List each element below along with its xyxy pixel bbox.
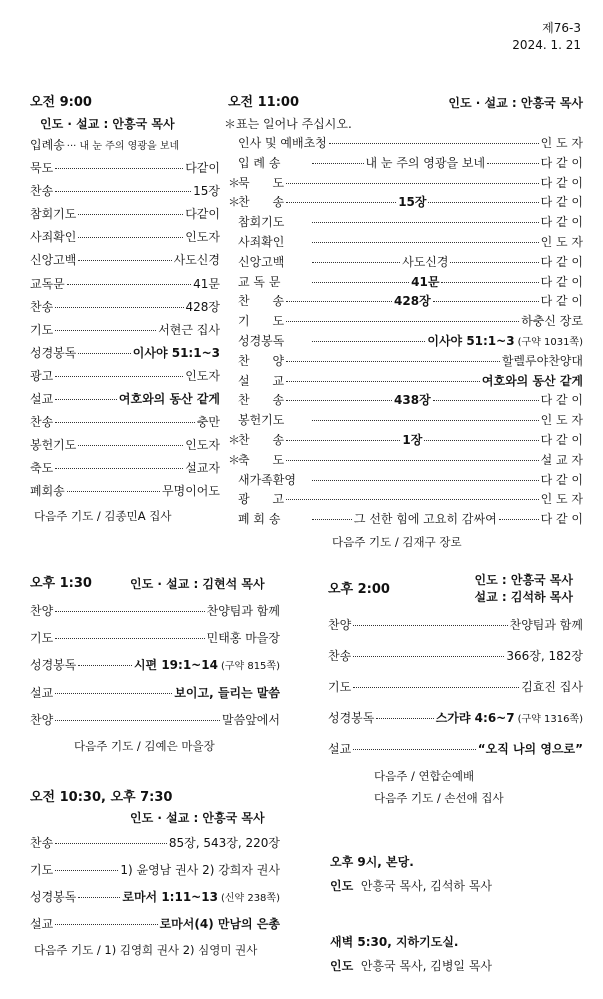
stand-marker: ＊ bbox=[228, 195, 241, 210]
list-item bbox=[238, 372, 583, 392]
item-value: 할렐루야찬양대 bbox=[501, 353, 583, 368]
item-detail: 사도신경 bbox=[402, 254, 449, 269]
item-value: 다 같 이 bbox=[540, 294, 584, 309]
list-item bbox=[30, 157, 220, 180]
item-label: 찬양 bbox=[30, 604, 54, 618]
dot-leader bbox=[78, 353, 130, 354]
list-item bbox=[30, 296, 220, 319]
item-label: 찬송 bbox=[328, 649, 352, 663]
dot-leader bbox=[286, 183, 539, 184]
list-item bbox=[30, 319, 220, 342]
item-label: 설교 bbox=[30, 917, 54, 931]
dot-leader bbox=[78, 237, 183, 238]
leader-label: 인도 bbox=[330, 879, 354, 893]
item-value: 찬양팀과 함께 bbox=[509, 618, 583, 632]
item-label: 입례송 bbox=[30, 138, 65, 152]
service-leader: 인도 · 설교 : 안흥국 목사 bbox=[40, 117, 175, 131]
list-item bbox=[238, 253, 583, 273]
dot-leader bbox=[312, 480, 539, 481]
dot-leader bbox=[424, 440, 538, 441]
item-label: 설교 bbox=[30, 685, 54, 700]
item-value: 인도자 bbox=[185, 368, 220, 383]
dot-leader bbox=[312, 222, 539, 223]
item-value: 김효진 집사 bbox=[521, 680, 583, 694]
item-value: 충만 bbox=[196, 415, 220, 430]
item-value: 찬양팀과 함께 bbox=[206, 604, 280, 618]
list-item bbox=[30, 884, 280, 911]
service-time: 새벽 5:30, 지하기도실. bbox=[330, 935, 459, 949]
dot-leader bbox=[55, 422, 195, 423]
dot-leader bbox=[441, 282, 538, 283]
list-item bbox=[238, 332, 583, 352]
service-time: 오후 1:30 bbox=[30, 576, 92, 591]
item-value: “오직 나의 영으로” bbox=[477, 742, 583, 756]
item-page-ref: (구약 1316쪽) bbox=[517, 714, 583, 725]
dot-leader bbox=[433, 301, 539, 302]
item-value: 로마서 1:11~13 bbox=[122, 890, 218, 904]
list-item bbox=[30, 342, 220, 365]
item-value: 하충신 장로 bbox=[521, 314, 583, 329]
next-prayer: 다음주 기도 / 김재구 장로 bbox=[332, 534, 462, 549]
item-label: 봉헌기도 bbox=[238, 413, 285, 428]
dot-leader bbox=[286, 361, 500, 362]
dot-leader bbox=[78, 665, 132, 666]
item-value: 인 도 자 bbox=[540, 492, 583, 507]
item-detail: 15장 bbox=[398, 195, 427, 210]
list-item bbox=[30, 911, 280, 938]
list-item bbox=[238, 134, 583, 154]
list-item bbox=[30, 434, 220, 457]
item-value: 85장, 543장, 220장 bbox=[168, 836, 280, 850]
list-item bbox=[238, 154, 583, 174]
dot-leader bbox=[312, 341, 425, 342]
item-label: 사죄확인 bbox=[238, 234, 285, 249]
item-label: 기 도 bbox=[238, 314, 285, 329]
list-item bbox=[30, 857, 280, 884]
dot-leader bbox=[353, 625, 507, 626]
dot-leader bbox=[286, 301, 392, 302]
list-item bbox=[238, 233, 583, 253]
item-label: 축 도 bbox=[238, 452, 285, 467]
dot-leader bbox=[312, 163, 364, 164]
item-value: 인도자 bbox=[185, 438, 220, 453]
item-value: 이사야 51:1~3 bbox=[427, 333, 515, 348]
item-label: 성경봉독 bbox=[30, 658, 77, 673]
item-label: 찬양 bbox=[328, 618, 352, 632]
list-item bbox=[228, 174, 583, 194]
list-item bbox=[30, 598, 280, 625]
item-label: 찬송 bbox=[30, 415, 54, 430]
item-label: 신앙고백 bbox=[30, 253, 77, 268]
service-9am bbox=[30, 92, 220, 524]
item-value: 사도신경 bbox=[173, 253, 220, 268]
list-item bbox=[30, 707, 280, 734]
list-item bbox=[30, 249, 220, 272]
item-label: 찬 송 bbox=[238, 195, 285, 210]
dot-leader bbox=[67, 284, 191, 285]
dot-leader bbox=[312, 282, 409, 283]
dot-leader bbox=[487, 163, 539, 164]
dot-leader bbox=[78, 260, 171, 261]
list-item bbox=[30, 365, 220, 388]
service-time: 오후 2:00 bbox=[328, 582, 390, 597]
service-preacher: 설교 : 김석하 목사 bbox=[474, 590, 573, 604]
item-value: 인 도 자 bbox=[540, 136, 583, 150]
dot-leader bbox=[286, 321, 519, 322]
service-1030 bbox=[30, 788, 280, 958]
item-page-ref: (신약 238쪽) bbox=[220, 893, 280, 904]
stand-marker: ＊ bbox=[228, 452, 241, 467]
item-value: 인 도 자 bbox=[540, 413, 583, 428]
item-value: 다같이 bbox=[185, 161, 220, 176]
item-label: 축도 bbox=[30, 461, 54, 476]
item-label: 묵도 bbox=[30, 161, 54, 176]
item-label: 신앙고백 bbox=[238, 254, 285, 269]
item-value: 다 같 이 bbox=[540, 175, 583, 190]
item-value: 인 도 자 bbox=[540, 234, 583, 249]
item-value: 말씀앞에서 bbox=[222, 712, 280, 727]
dot-leader bbox=[55, 638, 204, 639]
item-value: 설 교 자 bbox=[540, 452, 583, 467]
item-value: 다 같 이 bbox=[540, 215, 583, 230]
item-value: 다 같 이 bbox=[540, 155, 583, 170]
item-value: 로마서(4) 만남의 은총 bbox=[159, 917, 280, 931]
dot-leader bbox=[329, 143, 539, 144]
dot-leader bbox=[353, 687, 519, 688]
item-value: 다 같 이 bbox=[540, 274, 584, 289]
next-prayer: 다음주 기도 / 김예은 마을장 bbox=[74, 738, 215, 753]
service-time: 오전 9:00 bbox=[30, 95, 92, 110]
service-200pm bbox=[328, 572, 583, 809]
item-label: 찬송 bbox=[30, 836, 54, 850]
service-time: 오후 9시, 본당. bbox=[330, 855, 414, 869]
issue-date: 2024. 1. 21 bbox=[512, 38, 581, 52]
item-value: 스가랴 4:6~7 bbox=[435, 711, 515, 725]
item-page-ref: (구약 815쪽) bbox=[220, 661, 280, 673]
list-item bbox=[238, 510, 583, 530]
list-item bbox=[328, 610, 583, 641]
bulletin-header bbox=[512, 20, 581, 54]
list-item bbox=[238, 471, 583, 491]
service-time: 오전 10:30, 오후 7:30 bbox=[30, 790, 173, 805]
item-label: 찬 송 bbox=[238, 294, 285, 309]
item-label: 찬송 bbox=[30, 299, 54, 314]
item-label: 입 례 송 bbox=[238, 155, 281, 170]
item-detail: 내 눈 주의 영광을 보네 bbox=[365, 155, 486, 170]
dot-leader bbox=[55, 191, 191, 192]
item-label: 기도 bbox=[30, 631, 54, 646]
item-label: 봉헌기도 bbox=[30, 438, 77, 453]
service-leader: 안흥국 목사, 김석하 목사 bbox=[360, 879, 493, 893]
list-item bbox=[30, 203, 220, 226]
item-label: 교 독 문 bbox=[238, 274, 281, 289]
item-label: 인사 및 예배초청 bbox=[238, 136, 327, 150]
list-item bbox=[228, 451, 583, 471]
item-value: 여호와의 동산 같게 bbox=[481, 373, 583, 388]
dot-leader bbox=[55, 924, 157, 925]
item-value: 이사야 51:1~3 bbox=[132, 345, 220, 360]
item-page-ref: (구약 1031쪽) bbox=[517, 336, 583, 348]
dot-leader bbox=[55, 399, 117, 400]
item-detail: 438장 bbox=[394, 393, 431, 408]
dot-leader bbox=[433, 400, 539, 401]
item-detail: 428장 bbox=[394, 294, 431, 309]
item-label: 광 고 bbox=[238, 492, 285, 507]
dot-leader bbox=[312, 420, 539, 421]
dot-leader bbox=[286, 381, 480, 382]
list-item bbox=[238, 213, 583, 233]
item-value: 41문 bbox=[193, 276, 220, 291]
item-value: 다 같 이 bbox=[540, 254, 583, 269]
item-value: 서현근 집사 bbox=[158, 322, 220, 337]
item-label: 성경봉독 bbox=[328, 711, 375, 725]
item-label: 성경봉독 bbox=[238, 333, 285, 348]
service-dawn bbox=[330, 930, 492, 978]
dot-leader bbox=[286, 460, 539, 461]
dot-leader bbox=[353, 749, 476, 750]
list-item bbox=[30, 226, 220, 249]
dot-leader bbox=[55, 843, 167, 844]
dot-leader bbox=[55, 376, 183, 377]
dot-leader bbox=[55, 330, 156, 331]
dot-leader bbox=[286, 499, 539, 500]
item-label: 참회기도 bbox=[30, 207, 77, 222]
list-item bbox=[328, 703, 583, 734]
list-item bbox=[328, 641, 583, 672]
list-item bbox=[30, 134, 220, 157]
list-item bbox=[238, 352, 583, 372]
next-prayer: 다음주 기도 / 1) 김영희 권사 2) 심영미 권사 bbox=[34, 943, 258, 957]
dot-leader bbox=[376, 718, 433, 719]
list-item bbox=[238, 490, 583, 510]
dot-leader bbox=[55, 168, 183, 169]
list-item bbox=[238, 411, 583, 431]
service-leader: 인도 : 안흥국 목사 bbox=[474, 573, 573, 587]
item-value: 인도자 bbox=[185, 230, 220, 245]
item-label: 묵 도 bbox=[238, 175, 285, 190]
item-label: 폐회송 bbox=[30, 484, 65, 499]
dot-leader bbox=[286, 400, 392, 401]
list-item bbox=[30, 480, 220, 503]
stand-marker: ＊ bbox=[228, 175, 241, 190]
dot-leader bbox=[286, 202, 396, 203]
item-value: 다 같 이 bbox=[540, 472, 583, 487]
item-label: 찬양 bbox=[30, 712, 54, 727]
item-label: 기도 bbox=[30, 863, 54, 877]
item-label: 찬 양 bbox=[238, 353, 285, 368]
item-detail: 그 선한 힘에 고요히 감싸여 bbox=[353, 512, 497, 527]
dot-leader bbox=[450, 262, 538, 263]
dot-leader bbox=[78, 445, 183, 446]
item-value: 다 같 이 bbox=[540, 393, 584, 408]
service-11am bbox=[224, 92, 584, 550]
item-value: 여호와의 동산 같게 bbox=[118, 392, 220, 407]
item-value: 다 같 이 bbox=[540, 432, 583, 447]
dot-leader bbox=[286, 440, 400, 441]
item-value: 366장, 182장 bbox=[506, 649, 583, 663]
standing-note: ＊표는 일어나 주십시오. bbox=[224, 117, 352, 131]
leader-label: 인도 bbox=[330, 959, 354, 973]
stand-marker: ＊ bbox=[228, 432, 241, 447]
list-item bbox=[30, 625, 280, 652]
item-label: 설교 bbox=[30, 392, 54, 407]
list-item bbox=[228, 431, 583, 451]
service-leader: 인도 · 설교 : 김현석 목사 bbox=[130, 577, 265, 591]
service-leader: 인도 · 설교 : 안흥국 목사 bbox=[130, 811, 265, 825]
list-item bbox=[228, 193, 583, 213]
item-value: 설교자 bbox=[185, 461, 220, 476]
dot-leader bbox=[312, 242, 539, 243]
service-leader: 안흥국 목사, 김병일 목사 bbox=[360, 959, 493, 973]
list-item bbox=[30, 411, 220, 434]
dot-leader bbox=[55, 611, 204, 612]
item-label: 기도 bbox=[328, 680, 352, 694]
list-item bbox=[30, 652, 280, 679]
item-value: 다같이 bbox=[185, 207, 220, 222]
item-value: 보이고, 들리는 말씀 bbox=[174, 685, 280, 700]
list-item bbox=[328, 734, 583, 765]
list-item bbox=[30, 830, 280, 857]
item-label: 설교 bbox=[328, 742, 352, 756]
item-value: 민태홍 마을장 bbox=[206, 631, 280, 646]
item-value: 다 같 이 bbox=[540, 512, 583, 527]
issue-number: 제76-3 bbox=[542, 21, 581, 35]
dot-leader bbox=[499, 519, 539, 520]
item-label: 찬송 bbox=[30, 184, 54, 199]
item-value: 다 같 이 bbox=[540, 195, 583, 210]
dot-leader bbox=[78, 214, 183, 215]
dot-leader bbox=[428, 202, 538, 203]
list-item bbox=[30, 680, 280, 707]
service-leader: 인도 · 설교 : 안흥국 목사 bbox=[448, 96, 583, 110]
list-item bbox=[30, 388, 220, 411]
item-label: 사죄확인 bbox=[30, 230, 77, 245]
item-value: 15장 bbox=[193, 184, 220, 199]
item-value: 428장 bbox=[185, 299, 220, 314]
service-9pm bbox=[330, 850, 492, 898]
dot-leader bbox=[312, 262, 400, 263]
item-label: 폐 회 송 bbox=[238, 512, 281, 527]
item-detail: 1장 bbox=[402, 432, 423, 447]
list-item bbox=[328, 672, 583, 703]
service-130pm bbox=[30, 572, 280, 754]
list-item bbox=[30, 273, 220, 296]
item-label: 찬 송 bbox=[238, 393, 285, 408]
next-prayer: 다음주 기도 / 김종민A 집사 bbox=[34, 508, 172, 523]
item-detail: 41문 bbox=[411, 274, 440, 289]
list-item bbox=[238, 292, 583, 312]
item-label: 광고 bbox=[30, 368, 54, 383]
item-label: 교독문 bbox=[30, 276, 65, 291]
dot-leader bbox=[55, 870, 118, 871]
item-value: 시편 19:1~14 bbox=[133, 658, 218, 673]
dot-leader bbox=[67, 491, 160, 492]
item-value: 무명이어도 bbox=[162, 484, 220, 499]
list-item bbox=[238, 312, 583, 332]
dot-leader bbox=[312, 519, 352, 520]
next-prayer: 다음주 기도 / 손선애 집사 bbox=[374, 791, 504, 805]
list-item bbox=[238, 273, 583, 293]
list-item bbox=[238, 391, 583, 411]
dot-leader bbox=[55, 720, 220, 721]
item-value: ··· 내 눈 주의 영광을 보네 bbox=[66, 141, 180, 152]
item-value: 1) 윤영남 권사 2) 강희자 권사 bbox=[120, 863, 280, 877]
service-time: 오전 11:00 bbox=[228, 95, 300, 110]
list-item bbox=[30, 180, 220, 203]
dot-leader bbox=[55, 693, 172, 694]
item-label: 성경봉독 bbox=[30, 890, 77, 904]
dot-leader bbox=[55, 468, 183, 469]
item-label: 참회기도 bbox=[238, 215, 285, 230]
next-week-note: 다음주 / 연합순예배 bbox=[374, 769, 475, 783]
item-label: 성경봉독 bbox=[30, 345, 77, 360]
item-label: 기도 bbox=[30, 322, 54, 337]
dot-leader bbox=[55, 307, 183, 308]
item-label: 새가족환영 bbox=[238, 472, 296, 487]
list-item bbox=[30, 457, 220, 480]
dot-leader bbox=[353, 656, 504, 657]
item-label: 설 교 bbox=[238, 373, 285, 388]
item-label: 찬 송 bbox=[238, 432, 285, 447]
dot-leader bbox=[78, 897, 120, 898]
